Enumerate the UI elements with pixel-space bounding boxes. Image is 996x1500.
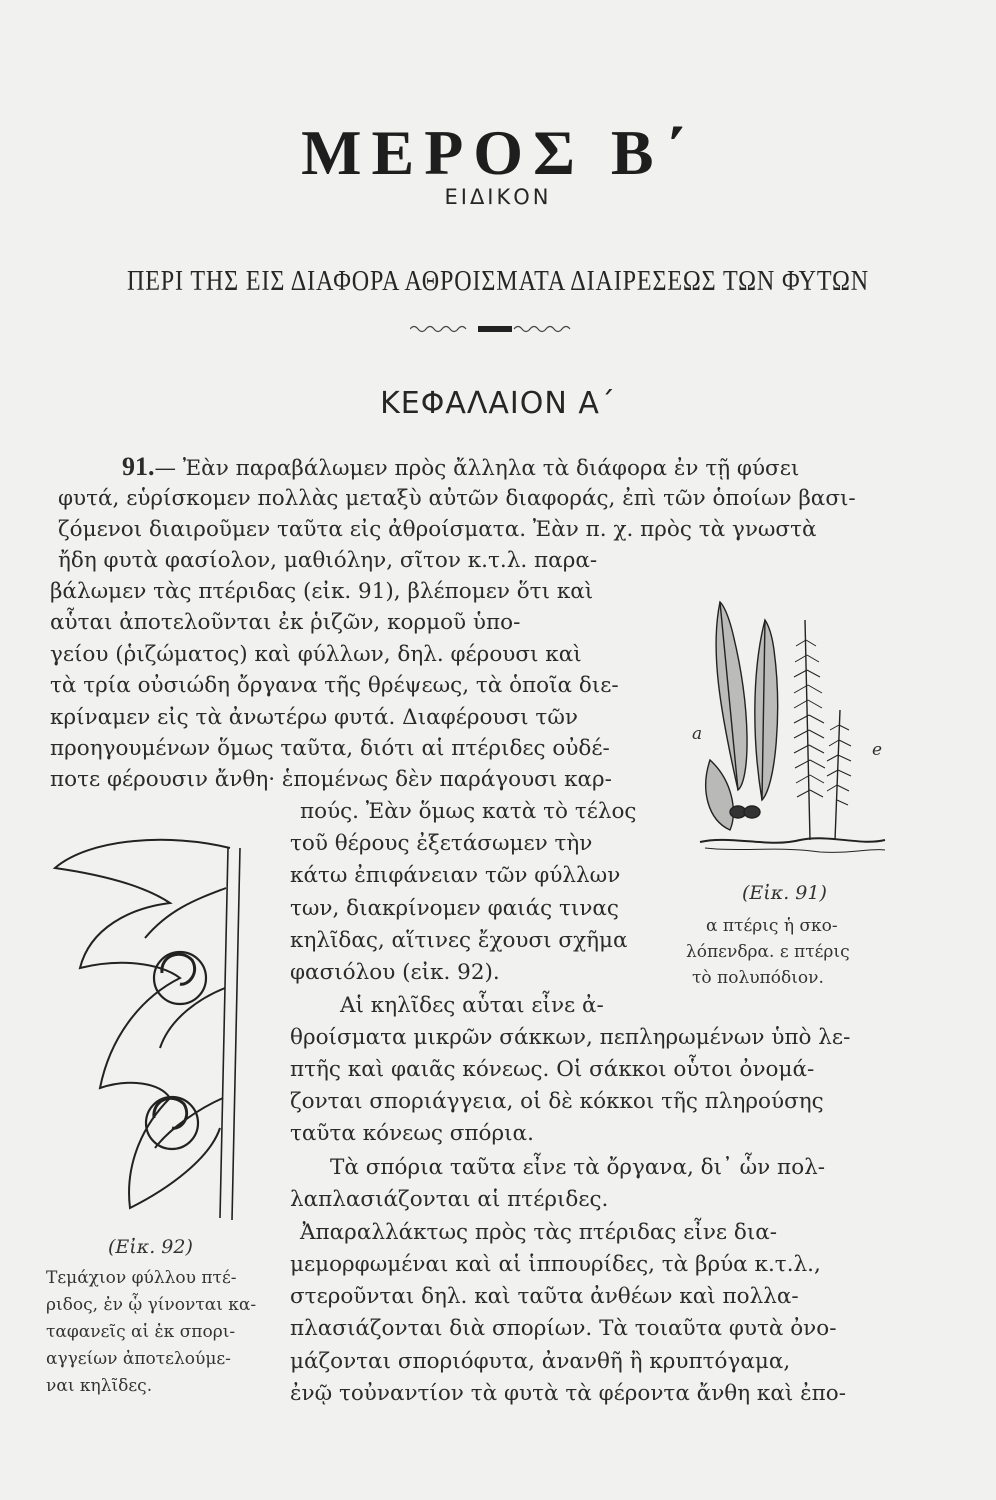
figure-92-label: (Εἰκ. 92) — [108, 1236, 193, 1258]
text-line: γείου (ῥιζώματος) καὶ φύλλων, δηλ. φέρουσι καὶ — [50, 642, 582, 667]
text-line: κρίναμεν εἰς τὰ ἀνωτέρω φυτά. Διαφέρουσι τῶν — [50, 705, 578, 730]
text-line: τοῦ θέρους ἐξετάσωμεν τὴν — [290, 831, 593, 856]
text-line: των, διακρίνομεν φαιάς τινας — [290, 896, 619, 921]
text-line: κάτω ἐπιφάνειαν τῶν φύλλων — [290, 863, 621, 888]
text-line: φυτά, εὑρίσκομεν πολλὰς μεταξὺ αὐτῶν διαφοράς, ἐπὶ τῶν ὁποίων βασι- — [58, 486, 856, 511]
text-line: φασιόλου (εἰκ. 92). — [290, 960, 500, 985]
text-line: λαπλασιάζονται αἱ πτέριδες. — [290, 1187, 609, 1212]
figure-91-marker-e: e — [872, 740, 883, 760]
text-line: αὗται ἀποτελοῦνται ἐκ ῥιζῶν, κορμοῦ ὑπο- — [50, 610, 521, 635]
part-title: ΜΕΡΟΣ Β΄ — [301, 117, 695, 188]
text-line: πτῆς καὶ φαιᾶς κόνεως. Οἱ σάκκοι οὗτοι ὀνομά- — [290, 1057, 815, 1082]
figure-91-caption-line: τὸ πολυπόδιον. — [692, 968, 824, 988]
figure-92-caption-line: ριδος, ἐν ᾧ γίνονται κα- — [46, 1295, 257, 1315]
text-line: Αἱ κηλῖδες αὗται εἶνε ἀ- — [340, 993, 604, 1018]
figure-91-marker-a: a — [692, 724, 703, 744]
text-line: ἤδη φυτὰ φασίολον, μαθιόλην, σῖτον κ.τ.λ. παρα- — [58, 548, 598, 573]
text-line: ποτε φέρουσιν ἄνθη· ἑπομένως δὲν παράγουσι καρ- — [50, 767, 612, 792]
text-line: κηλῖδας, αἵτινες ἔχουσι σχῆμα — [290, 928, 628, 953]
text-line: ταῦτα κόνεως σπόρια. — [290, 1121, 534, 1146]
text-line: ἐνῷ τοὐναντίον τὰ φυτὰ τὰ φέροντα ἄνθη καὶ ἐπο- — [290, 1381, 847, 1406]
text-line: Ἀπαραλλάκτως πρὸς τὰς πτέριδας εἶνε δια- — [300, 1220, 778, 1245]
text-line — [122, 452, 799, 484]
text-line: πούς. Ἐὰν ὅμως κατὰ τὸ τέλος — [300, 799, 637, 824]
chapter-title: ΚΕΦΑΛΑΙΟΝ Α΄ — [380, 386, 616, 421]
figure-91-label: (Εἰκ. 91) — [742, 882, 827, 904]
paragraph-number: 91. — [122, 452, 155, 481]
text-line: τὰ τρία οὐσιώδη ὄργανα τῆς θρέψεως, τὰ ὁποῖα διε- — [50, 673, 619, 698]
text-line-content: — Ἐὰν παραβάλωμεν πρὸς ἄλληλα τὰ διάφορα ἐν τῇ φύσει — [154, 456, 800, 481]
text-line: προηγουμένων ὅμως ταῦτα, διότι αἱ πτέριδες οὐδέ- — [50, 736, 610, 761]
fern-illustration-icon — [690, 590, 890, 870]
text-line: στεροῦνται δηλ. καὶ ταῦτα ἀνθέων καὶ πολλα- — [290, 1284, 799, 1309]
ornament-divider-icon — [410, 322, 580, 336]
figure-91-caption-line: λόπενδρα. ε πτέρις — [686, 942, 850, 962]
text-line: ζονται σποριάγγεια, οἱ δὲ κόκκοι τῆς πληρούσης — [290, 1089, 824, 1114]
fern-leaf-fragment-icon — [50, 828, 280, 1228]
text-line: μεμορφωμέναι καὶ αἱ ἱππουρίδες, τὰ βρύα κ.τ.λ., — [290, 1252, 821, 1277]
figure-92-caption-line: ναι κηλῖδες. — [46, 1376, 153, 1396]
text-line: Τὰ σπόρια ταῦτα εἶνε τὰ ὄργανα, δι᾽ ὧν πολ- — [330, 1155, 826, 1180]
figure-92-caption-line: Τεμάχιον φύλλου πτέ- — [46, 1268, 237, 1288]
text-line: βάλωμεν τὰς πτέριδας (εἰκ. 91), βλέπομεν ὅτι καὶ — [50, 579, 594, 604]
text-line: ζόμενοι διαιροῦμεν ταῦτα εἰς ἀθροίσματα. Ἐὰν π. χ. πρὸς τὰ γνωστὰ — [58, 517, 817, 542]
figure-92-caption-line: ταφανεῖς αἱ ἐκ σπορι- — [46, 1322, 236, 1342]
text-line: πλασιάζονται διὰ σπορίων. Τὰ τοιαῦτα φυτὰ ὀνο- — [290, 1316, 837, 1341]
section-title: ΠΕΡΙ ΤΗΣ ΕΙΣ ΔΙΑΦΟΡΑ ΑΘΡΟΙΣΜΑΤΑ ΔΙΑΙΡΕΣΕΩΣ ΤΩΝ ΦΥΤΩΝ — [126, 266, 870, 297]
part-subtitle: ΕΙΔΙΚΟΝ — [444, 185, 552, 209]
text-line: θροίσματα μικρῶν σάκκων, πεπληρωμένων ὑπὸ λε- — [290, 1025, 851, 1050]
figure-92-caption-line: αγγείων ἀποτελούμε- — [46, 1349, 231, 1369]
text-line: μάζονται σποριόφυτα, ἀνανθῆ ἢ κρυπτόγαμα, — [290, 1349, 791, 1374]
figure-91-caption-line: α πτέρις ἡ σκο- — [706, 916, 838, 936]
